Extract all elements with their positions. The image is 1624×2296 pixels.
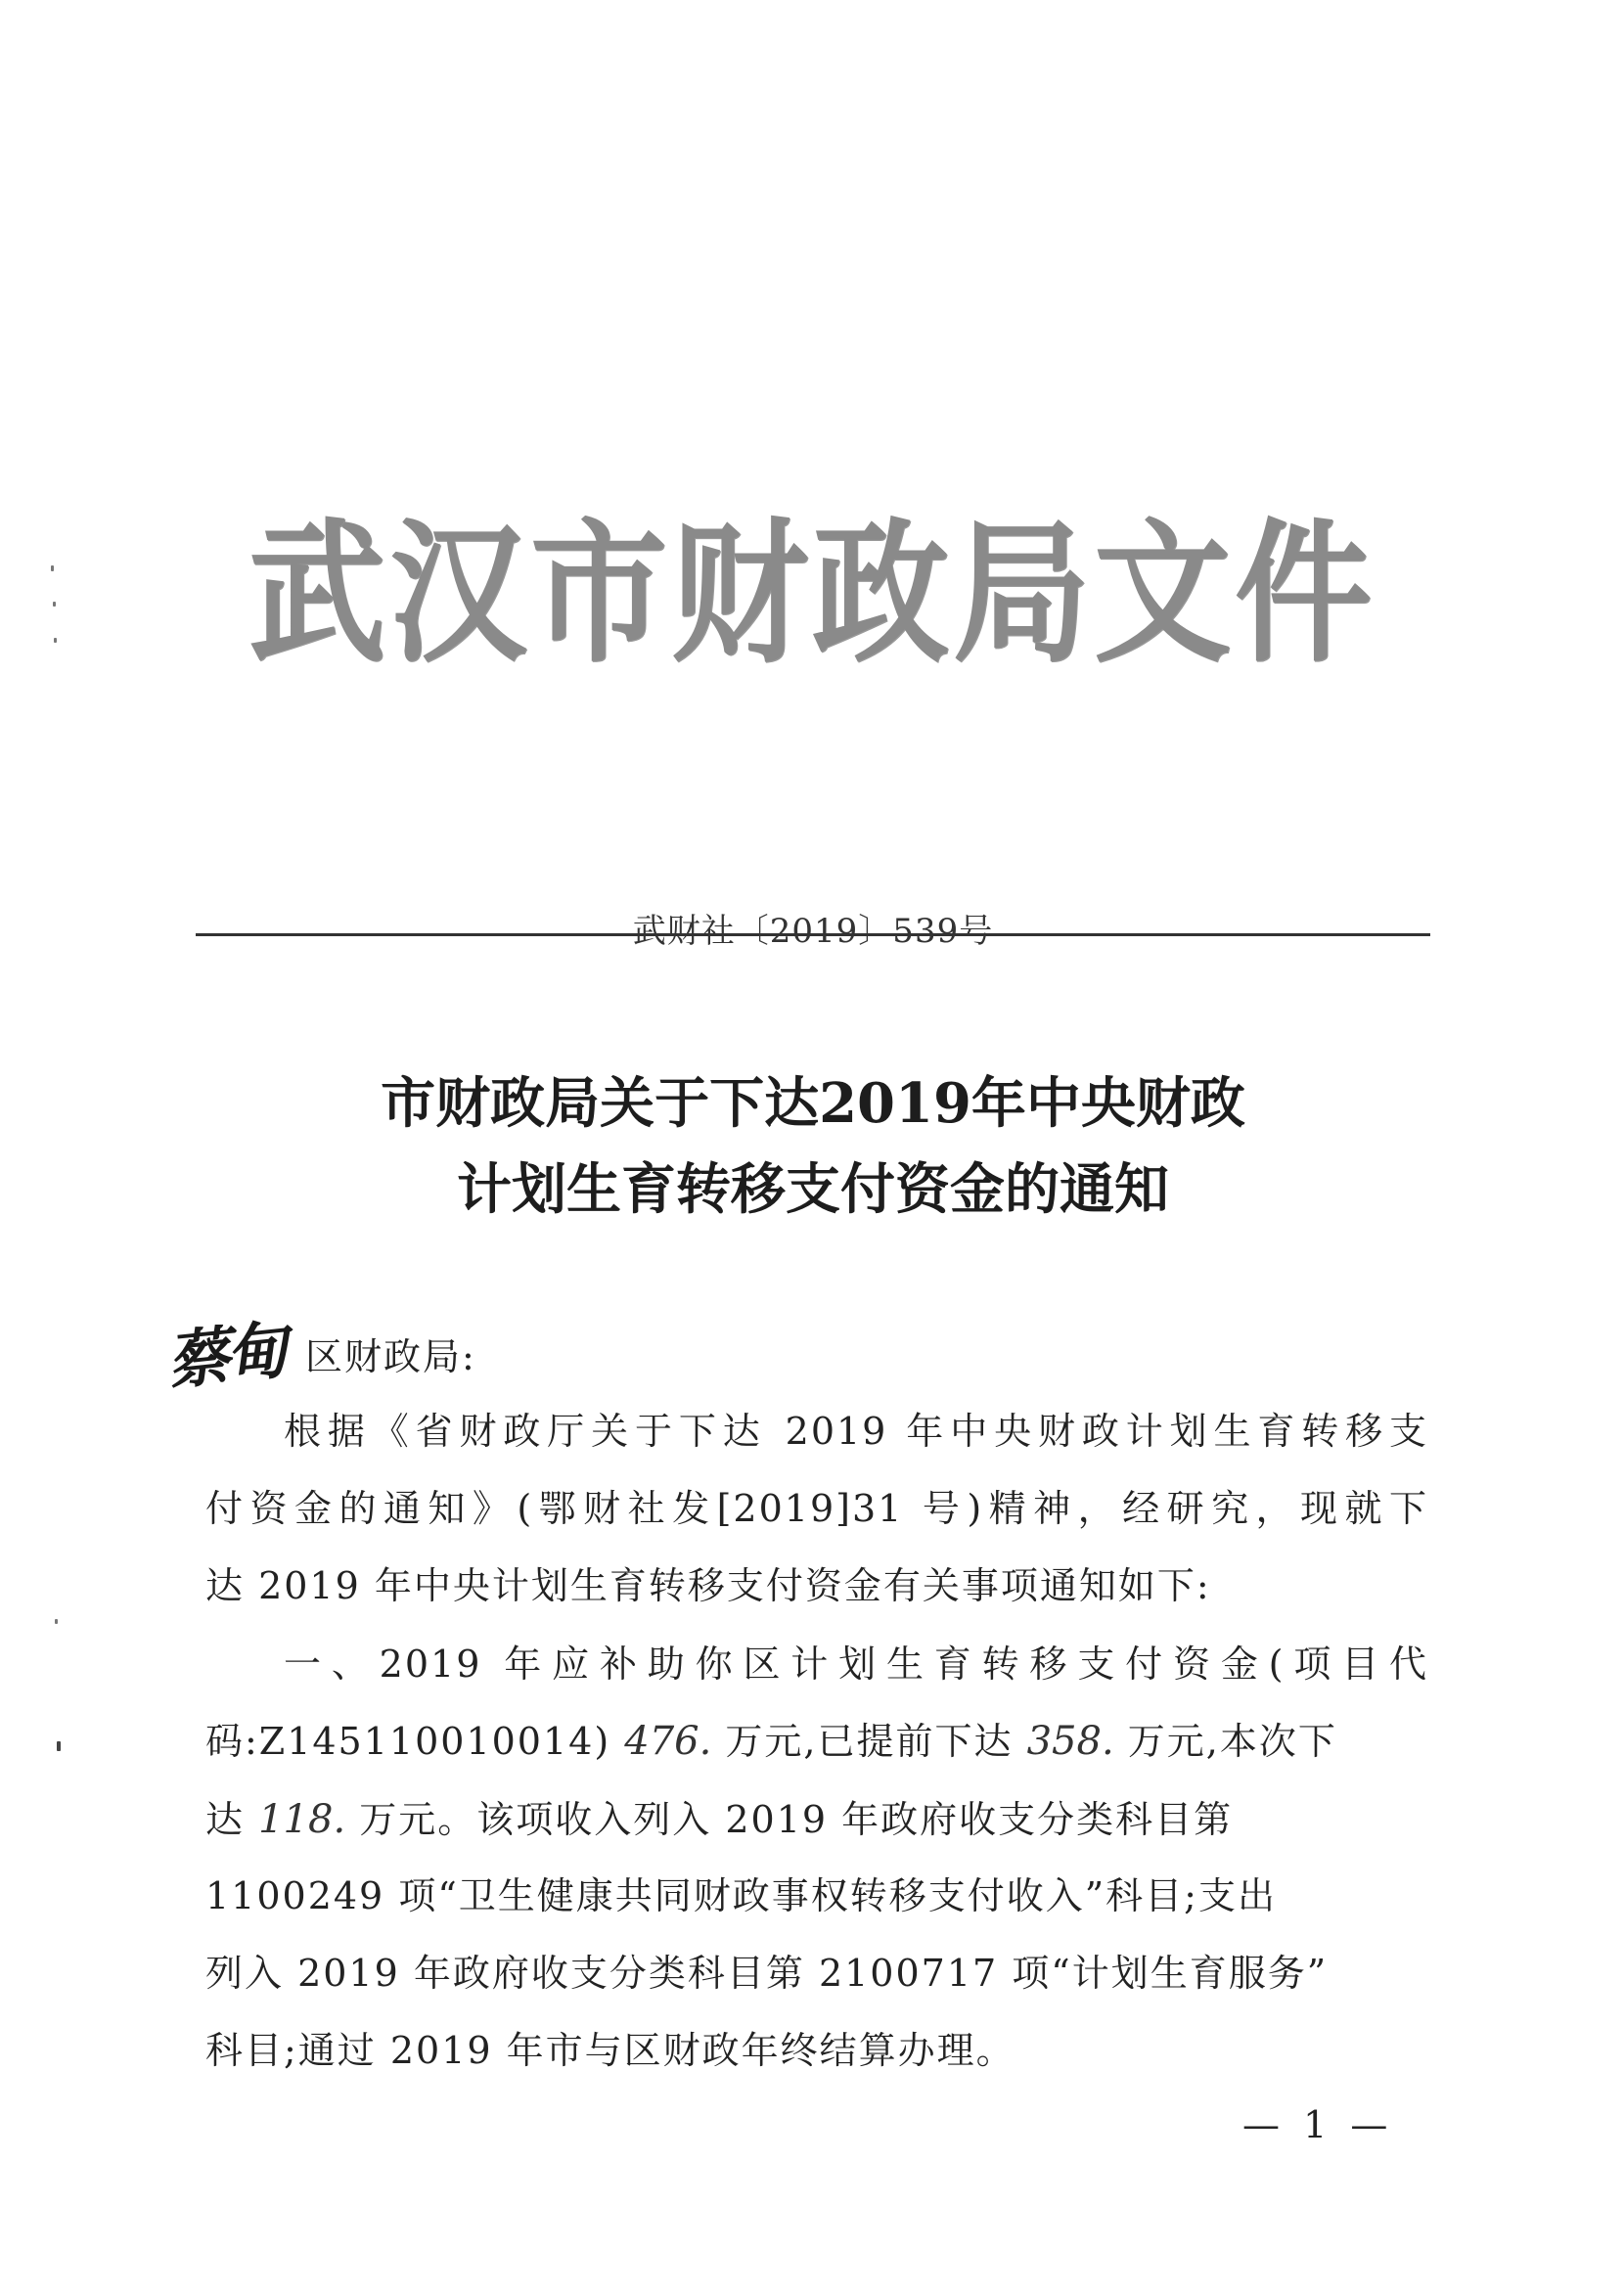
document-header-title: 武汉市财政局文件 [248,505,1376,685]
body-line-7: 1100249 项“卫生健康共同财政事权转移支付收入”科目;支出 [205,1874,1277,1917]
document-number-row [196,908,1430,955]
document-number-text: 武财社〔2019〕539号 [632,912,994,951]
document-number [196,908,1430,955]
body-line-5-mid: 万元,已提前下达 [725,1720,1014,1763]
scan-speck [55,1619,58,1624]
body-line-1: 根据《省财政厅关于下达 2019 年中央财政计划生育转移支 [284,1410,1428,1453]
project-code: 码:Z145110010014) [205,1720,611,1763]
body-line-5 [205,1719,1428,1764]
body-line-8: 列入 2019 年政府收支分类科目第 2100717 项“计划生育服务” [205,1952,1329,1995]
body-line-2: 付资金的通知》(鄂财社发[2019]31 号)精神，经研究，现就下 [205,1487,1428,1530]
handwritten-total-amount: 476. [624,1719,712,1764]
scan-speck [57,1741,61,1751]
body-line-5-suffix: 万元,本次下 [1127,1720,1337,1763]
body-line-6 [205,1797,1428,1842]
body-line-3: 达 2019 年中央计划生育转移支付资金有关事项通知如下: [205,1564,1211,1607]
addressee-recipient: 区财政局: [305,1335,476,1378]
scan-speck [54,638,57,643]
page-number: — 1 — [1242,2103,1394,2146]
notice-title-line-2: 计划生育转移支付资金的通知 [457,1157,1169,1222]
notice-title-line-1: 市财政局关于下达2019年中央财政 [381,1071,1245,1136]
body-line-6-suffix: 万元。该项收入列入 2019 年政府收支分类科目第 [359,1798,1234,1841]
handwritten-district: 蔡甸 [162,1313,289,1400]
body-line-6-prefix: 达 [205,1798,246,1841]
body-line-9: 科目;通过 2019 年市与区财政年终结算办理。 [205,2029,1015,2072]
body-line-4: 一、2019 年应补助你区计划生育转移支付资金(项目代 [284,1643,1428,1686]
handwritten-current-amount: 118. [258,1797,346,1842]
scan-speck [53,602,56,607]
scan-speck [51,565,54,571]
handwritten-advance-amount: 358. [1026,1719,1114,1764]
